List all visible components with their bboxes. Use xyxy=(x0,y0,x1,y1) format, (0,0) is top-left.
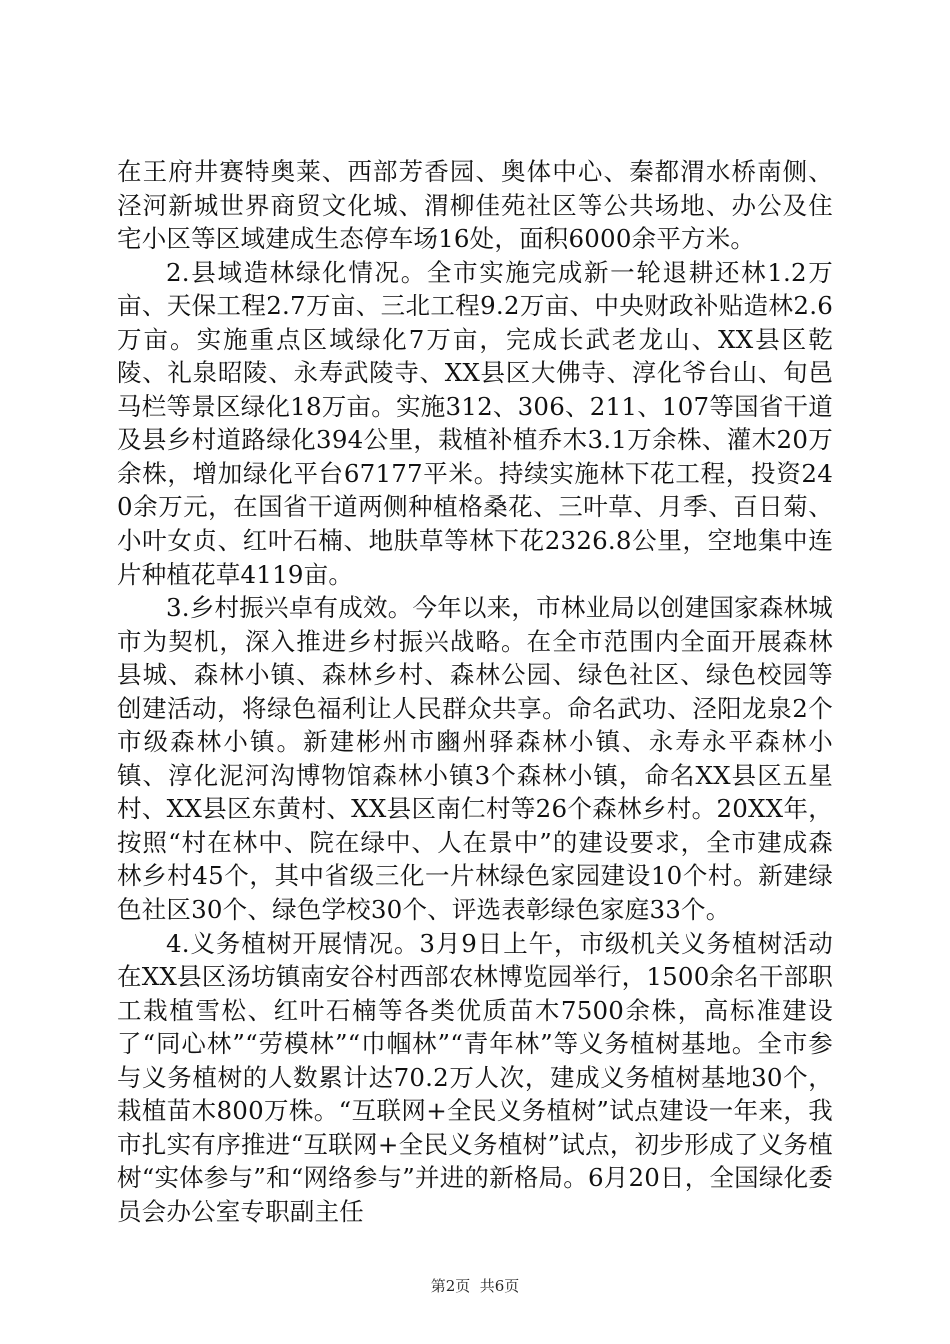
paragraph-county-afforestation: 2.县域造林绿化情况。全市实施完成新一轮退耕还林1.2万亩、天保工程2.7万亩、三北工程9.2万亩、中央财政补贴造林2.6万亩。实施重点区域绿化7万亩，完成长武老龙山、XX县区乾陵、礼泉昭陵、永寿武陵寺、XX县区大佛寺、淳化爷台山、旬邑马栏等景区绿化18万亩。实施312、306、211、107等国省干道及县乡村道路绿化394公里，栽植补植乔木3.1万余株、灌木20万余株，增加绿化平台67177平米。持续实施林下花工程，投资240余万元，在国省干道两侧种植格桑花、三叶草、月季、百日菊、小叶女贞、红叶石楠、地肤草等林下花2326.8公里，空地集中连片种植花草4119亩。 xyxy=(117,257,833,589)
paragraph-voluntary-tree-planting: 4.义务植树开展情况。3月9日上午，市级机关义务植树活动在XX县区汤坊镇南安谷村西部农林博览园举行，1500余名干部职工栽植雪松、红叶石楠等各类优质苗木7500余株，高标准建设了“同心林”“劳模林”“巾帼林”“青年林”等义务植树基地。全市参与义务植树的人数累计达70.2万人次，建成义务植树基地30个，栽植苗木800万株。“互联网+全民义务植树”试点建设一年来，我市扎实有序推进“互联网+全民义务植树”试点，初步形成了义务植树“实体参与”和“网络参与”并进的新格局。6月20日，全国绿化委员会办公室专职副主任 xyxy=(117,928,833,1226)
paragraph-rural-revitalization: 3.乡村振兴卓有成效。今年以来，市林业局以创建国家森林城市为契机，深入推进乡村振兴战略。在全市范围内全面开展森林县城、森林小镇、森林乡村、森林公园、绿色社区、绿色校园等创建活动，将绿色福利让人民群众共享。命名武功、泾阳龙泉2个市级森林小镇。新建彬州市豳州驿森林小镇、永寿永平森林小镇、淳化泥河沟博物馆森林小镇3个森林小镇，命名XX县区五星村、XX县区东黄村、XX县区南仁村等26个森林乡村。20XX年，按照“村在林中、院在绿中、人在景中”的建设要求，全市建成森林乡村45个，其中省级三化一片林绿色家园建设10个村。新建绿色社区30个、绿色学校30个、评选表彰绿色家庭33个。 xyxy=(117,593,833,925)
paragraph-continuation: 在王府井赛特奥莱、西部芳香园、奥体中心、秦都渭水桥南侧、泾河新城世界商贸文化城、渭柳佳苑社区等公共场地、办公及住宅小区等区域建成生态停车场16处，面积6000余平方米。 xyxy=(117,157,833,254)
page-footer xyxy=(0,1276,950,1296)
page-number: 第2页 共6页 xyxy=(430,1277,520,1295)
body-text xyxy=(117,155,833,1229)
